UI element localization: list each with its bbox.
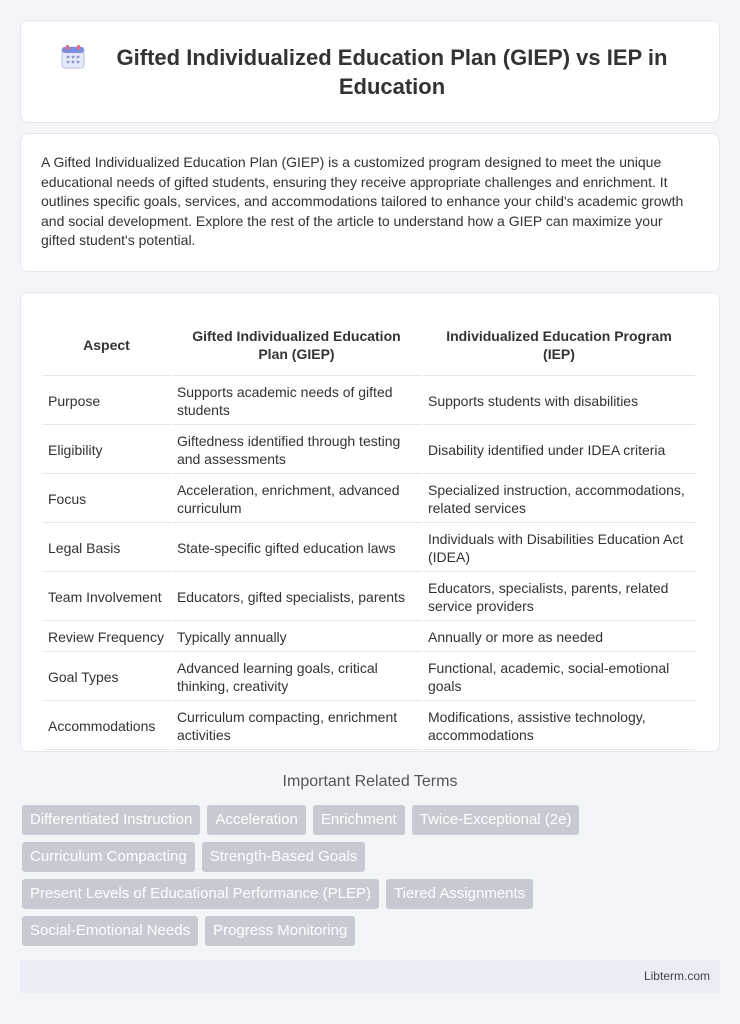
term-chip[interactable]: Curriculum Compacting [22, 842, 195, 872]
header-giep: Gifted Individualized Education Plan (GIEP) [172, 315, 421, 376]
row-giep: Supports academic needs of gifted students [172, 378, 421, 425]
row-giep: Curriculum compacting, enrichment activities [172, 703, 421, 750]
comparison-card [20, 292, 720, 752]
related-terms-list [22, 805, 722, 953]
table-row [43, 623, 695, 652]
row-iep: Supports students with disabilities [423, 378, 695, 425]
table-row [43, 574, 695, 621]
row-iep: Annually or more as needed [423, 623, 695, 652]
term-chip[interactable]: Strength-Based Goals [202, 842, 366, 872]
footer-site-link[interactable]: Libterm.com [643, 969, 710, 983]
term-chip[interactable]: Tiered Assignments [386, 879, 533, 909]
header-aspect: Aspect [43, 315, 170, 376]
related-terms-title: Important Related Terms [282, 773, 458, 790]
intro-paragraph: A Gifted Individualized Education Plan (GIEP) is a customized program designed to meet the unique educational needs of gifted students, ensuring they receive appropriate challenges and enrichment. It outlines specific goals, services, and accommodations tailored to enhance your child's academic growth and social development. Explore the rest of the article to understand how a GIEP can maximize your gifted student's potential. [41, 154, 684, 249]
term-chip[interactable]: Twice-Exceptional (2e) [412, 805, 580, 835]
page-title: Gifted Individualized Education Plan (GIEP) vs IEP in Education [116, 44, 668, 99]
table-row [43, 525, 695, 572]
table-header-row [43, 315, 695, 376]
row-aspect: Focus [43, 476, 170, 523]
row-aspect: Accommodations [43, 703, 170, 750]
term-chip[interactable]: Progress Monitoring [205, 916, 355, 946]
header-iep: Individualized Education Program (IEP) [423, 315, 695, 376]
footer [20, 960, 720, 993]
calendar-icon [60, 44, 86, 70]
row-giep: Acceleration, enrichment, advanced curriculum [172, 476, 421, 523]
row-giep: Advanced learning goals, critical thinking, creativity [172, 654, 421, 701]
row-iep: Functional, academic, social-emotional goals [423, 654, 695, 701]
term-chip[interactable]: Enrichment [313, 805, 405, 835]
row-aspect: Legal Basis [43, 525, 170, 572]
table-row [43, 476, 695, 523]
row-aspect: Purpose [43, 378, 170, 425]
term-chip[interactable]: Present Levels of Educational Performance (PLEP) [22, 879, 379, 909]
table-row [43, 378, 695, 425]
row-giep: Typically annually [172, 623, 421, 652]
row-giep: Giftedness identified through testing and assessments [172, 427, 421, 474]
table-row [43, 427, 695, 474]
row-iep: Specialized instruction, accommodations, related services [423, 476, 695, 523]
comparison-table [41, 313, 697, 752]
title-card [20, 20, 720, 123]
title-wrap [60, 43, 680, 101]
table-row [43, 654, 695, 701]
intro-card [20, 133, 720, 272]
row-iep: Individuals with Disabilities Education Act (IDEA) [423, 525, 695, 572]
row-aspect: Review Frequency [43, 623, 170, 652]
row-aspect: Goal Types [43, 654, 170, 701]
row-iep: Modifications, assistive technology, accommodations [423, 703, 695, 750]
row-iep: Disability identified under IDEA criteria [423, 427, 695, 474]
row-giep: State-specific gifted education laws [172, 525, 421, 572]
row-giep: Educators, gifted specialists, parents [172, 574, 421, 621]
term-chip[interactable]: Social-Emotional Needs [22, 916, 198, 946]
term-chip[interactable]: Differentiated Instruction [22, 805, 200, 835]
row-aspect: Eligibility [43, 427, 170, 474]
term-chip[interactable]: Acceleration [207, 805, 306, 835]
row-iep: Educators, specialists, parents, related service providers [423, 574, 695, 621]
row-aspect: Team Involvement [43, 574, 170, 621]
table-row [43, 703, 695, 750]
